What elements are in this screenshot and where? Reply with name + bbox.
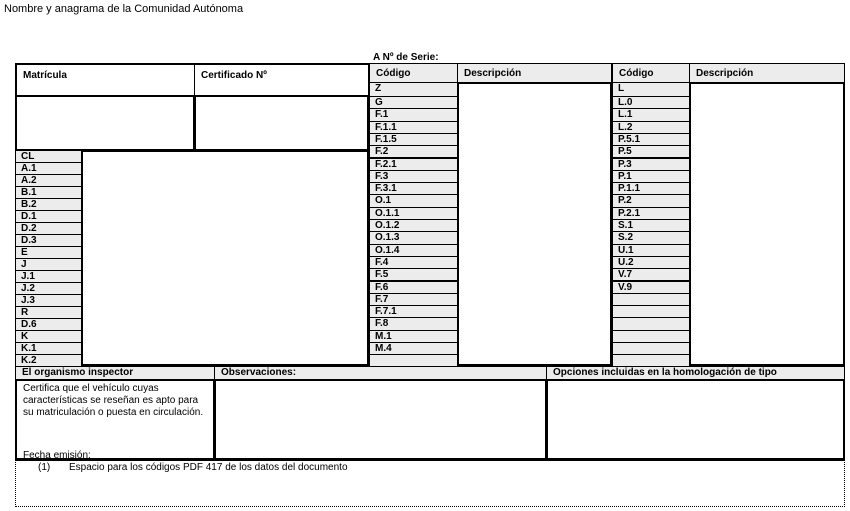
right-code-cell: L [612, 82, 690, 97]
middle-code-cell: O.1.2 [369, 219, 458, 232]
right-description-box[interactable] [689, 82, 845, 366]
right-code-cell: L.1 [612, 108, 690, 121]
middle-code-cell: F.7 [369, 293, 458, 306]
descripcion-label-1: Descripción [464, 68, 522, 79]
right-code-cell: S.2 [612, 231, 690, 244]
right-code-cell [612, 342, 690, 355]
middle-code-cell: F.1 [369, 108, 458, 121]
descripcion-label-2: Descripción [696, 68, 754, 79]
right-code-cell: V.9 [612, 281, 690, 294]
fecha-emision-label: Fecha emisión: [23, 450, 91, 461]
left-code-cell: D.1 [15, 210, 82, 223]
certifica-text: Certifica que el vehículo cuyas características se reseñan es apto para su matriculación o puesta en circulación. [23, 383, 204, 418]
middle-code-cell: F.8 [369, 317, 458, 330]
certificado-header [194, 63, 369, 96]
right-code-cell [612, 305, 690, 318]
middle-code-cell: G [369, 96, 458, 109]
middle-code-cell: F.4 [369, 256, 458, 269]
footnote-text: Espacio para los códigos PDF 417 de los datos del documento [69, 462, 348, 473]
middle-code-cell: F.6 [369, 281, 458, 294]
certificado-value-box[interactable] [194, 95, 369, 151]
right-code-cell: S.1 [612, 219, 690, 232]
left-code-cell: B.2 [15, 198, 82, 211]
middle-code-cell: F.3 [369, 170, 458, 183]
left-code-cell: D.6 [15, 318, 82, 331]
middle-code-cell: O.1.3 [369, 231, 458, 244]
right-code-cell: V.7 [612, 268, 690, 281]
pdf417-space [15, 460, 845, 507]
right-code-cell: P.5 [612, 145, 690, 158]
middle-description-box[interactable] [457, 82, 612, 366]
observaciones-label: Observaciones: [221, 367, 297, 378]
right-code-cell: P.1.1 [612, 182, 690, 195]
codigo-label-1: Código [376, 68, 411, 79]
codigo-label-2: Código [619, 68, 654, 79]
middle-code-cell: F.2.1 [369, 158, 458, 171]
codigo-header-2 [612, 63, 690, 83]
middle-code-cell: O.1.4 [369, 244, 458, 257]
organismo-box [15, 379, 215, 461]
right-code-cell [612, 330, 690, 343]
right-code-cell [612, 293, 690, 306]
middle-code-cell: Z [369, 82, 458, 97]
matricula-value-box[interactable] [15, 95, 195, 151]
right-code-cell [612, 317, 690, 330]
descripcion-header-2 [689, 63, 845, 83]
certificado-label: Certificado Nº [201, 70, 267, 81]
matricula-label: Matrícula [23, 70, 67, 81]
left-code-cell: K.2 [15, 354, 82, 367]
matricula-header [15, 63, 195, 96]
right-code-cell: L.0 [612, 96, 690, 109]
left-code-cell: CL [15, 150, 82, 163]
left-code-cell: K.1 [15, 342, 82, 355]
right-code-cell: U.1 [612, 244, 690, 257]
right-code-cell: P.5.1 [612, 133, 690, 146]
middle-code-cell: F.3.1 [369, 182, 458, 195]
left-code-cell: B.1 [15, 186, 82, 199]
serial-number-label: A Nº de Serie: [373, 52, 439, 63]
opciones-box[interactable] [546, 379, 845, 461]
middle-code-cell: F.1.5 [369, 133, 458, 146]
organismo-header [15, 366, 215, 380]
right-code-cell: U.2 [612, 256, 690, 269]
left-code-cell: D.2 [15, 222, 82, 235]
left-code-cell: A.1 [15, 162, 82, 175]
left-code-cell: K [15, 330, 82, 343]
authority-name-note: Nombre y anagrama de la Comunidad Autónoma [4, 3, 244, 15]
left-description-box[interactable] [81, 150, 369, 366]
left-code-cell: R [15, 306, 82, 319]
right-code-cell: P.2 [612, 194, 690, 207]
footnote-number: (1) [38, 462, 51, 473]
left-code-cell: A.2 [15, 174, 82, 187]
left-code-cell: J.3 [15, 294, 82, 307]
left-code-cell: J.2 [15, 282, 82, 295]
observaciones-box[interactable] [214, 379, 547, 461]
middle-code-cell: F.1.1 [369, 121, 458, 134]
middle-code-cell: M.1 [369, 330, 458, 343]
middle-code-cell: M.4 [369, 342, 458, 355]
left-code-cell: J [15, 258, 82, 271]
right-code-cell: P.3 [612, 158, 690, 171]
middle-code-cell: O.1 [369, 194, 458, 207]
descripcion-header-1 [457, 63, 612, 83]
organismo-label: El organismo inspector [22, 367, 134, 378]
left-code-cell: E [15, 246, 82, 259]
left-code-cell: J.1 [15, 270, 82, 283]
left-code-cell: D.3 [15, 234, 82, 247]
right-code-cell: P.2.1 [612, 207, 690, 220]
opciones-label: Opciones incluidas en la homologación de tipo [553, 367, 777, 378]
middle-code-cell: F.2 [369, 145, 458, 158]
codigo-header-1 [369, 63, 458, 83]
right-code-cell: L.2 [612, 121, 690, 134]
observaciones-header [214, 366, 547, 380]
middle-code-cell: F.7.1 [369, 305, 458, 318]
opciones-header [546, 366, 845, 380]
right-code-cell: P.1 [612, 170, 690, 183]
middle-code-cell: F.5 [369, 268, 458, 281]
middle-code-cell: O.1.1 [369, 207, 458, 220]
